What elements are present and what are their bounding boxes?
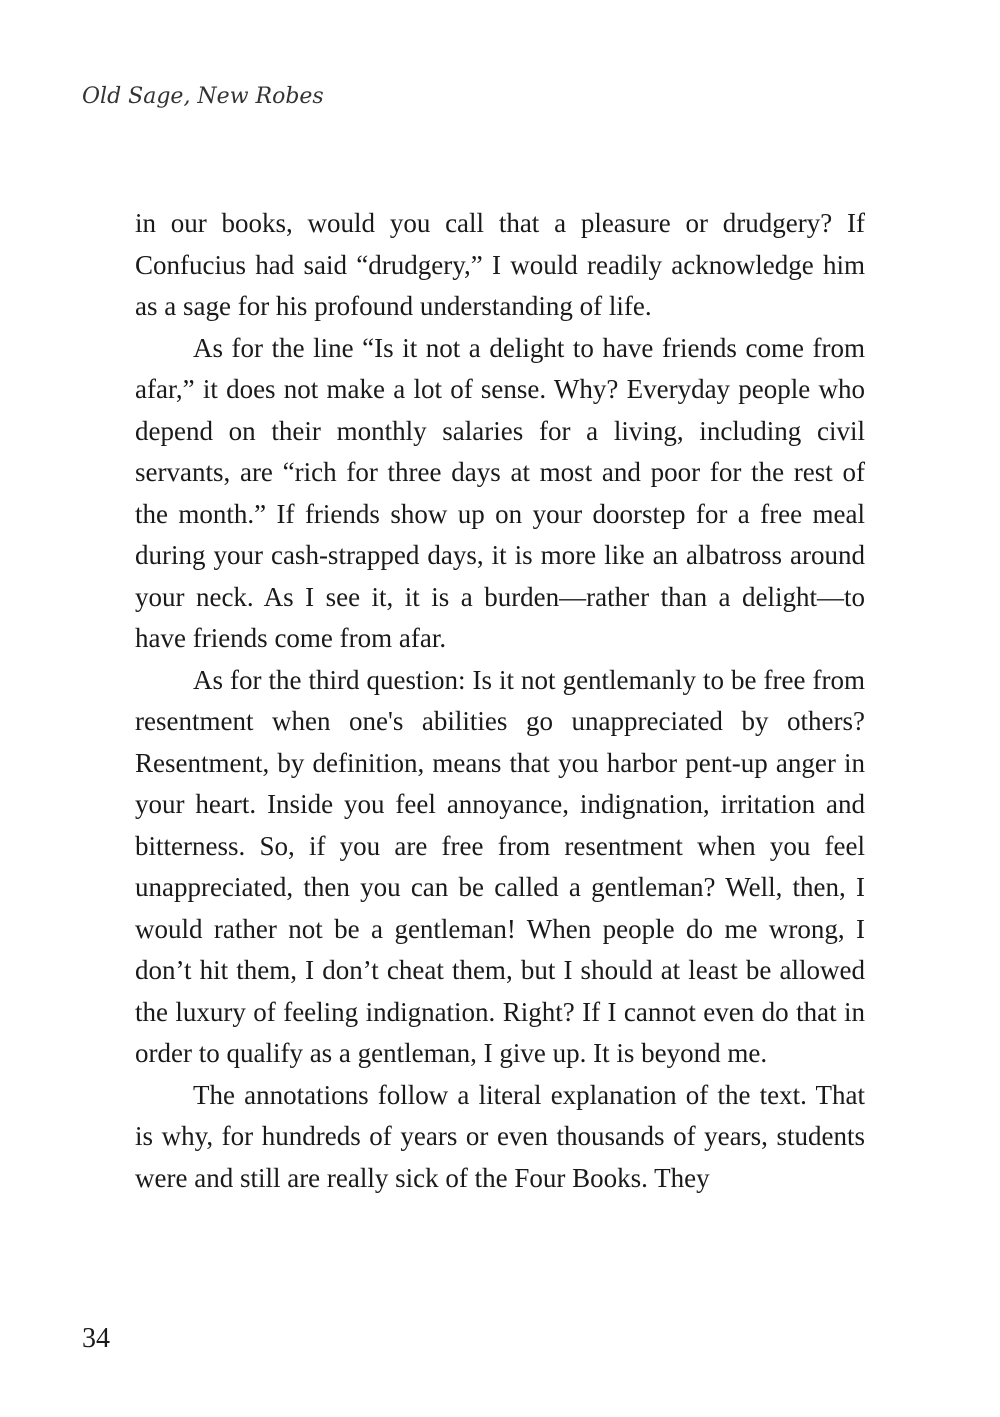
paragraph-1: in our books, would you call that a pleasure or drudgery? If Confucius had said “drudgery,” I would readily acknowledge him as a sage for his profound understanding of life.	[135, 208, 865, 321]
paragraph-3: As for the third question: Is it not gentlemanly to be free from resentment when one's abilities go unappreciated by others? Resentment, by definition, means that you harbor pent-up anger in your heart. Inside you feel annoyance, indignation, irritation and bitterness. So, if you are free from resentment when you feel unappreciated, then you can be called a gentleman? Well, then, I would rather not be a gentleman! When people do me wrong, I don’t hit them, I don’t cheat them, but I should at least be allowed the luxury of feeling indignation. Right? If I cannot even do that in order to qualify as a gentleman, I give up. It is beyond me.	[135, 664, 865, 1068]
page-number: 34	[82, 1323, 110, 1354]
body-text	[135, 203, 865, 1199]
paragraph-4: The annotations follow a literal explanation of the text. That is why, for hundreds of years or even thousands of years, students were and still are really sick of the Four Books. They	[135, 1079, 865, 1193]
running-header: Old Sage, New Robes	[82, 84, 324, 109]
paragraph-2: As for the line “Is it not a delight to have friends come from afar,” it does not make a lot of sense. Why? Everyday people who depend on their monthly salaries for a living, including civil servants, are “rich for three days at most and poor for the rest of the month.” If friends show up on your doorstep for a free meal during your cash-strapped days, it is more like an albatross around your neck. As I see it, it is a burden—rather than a delight—to have friends come from afar.	[135, 332, 865, 653]
